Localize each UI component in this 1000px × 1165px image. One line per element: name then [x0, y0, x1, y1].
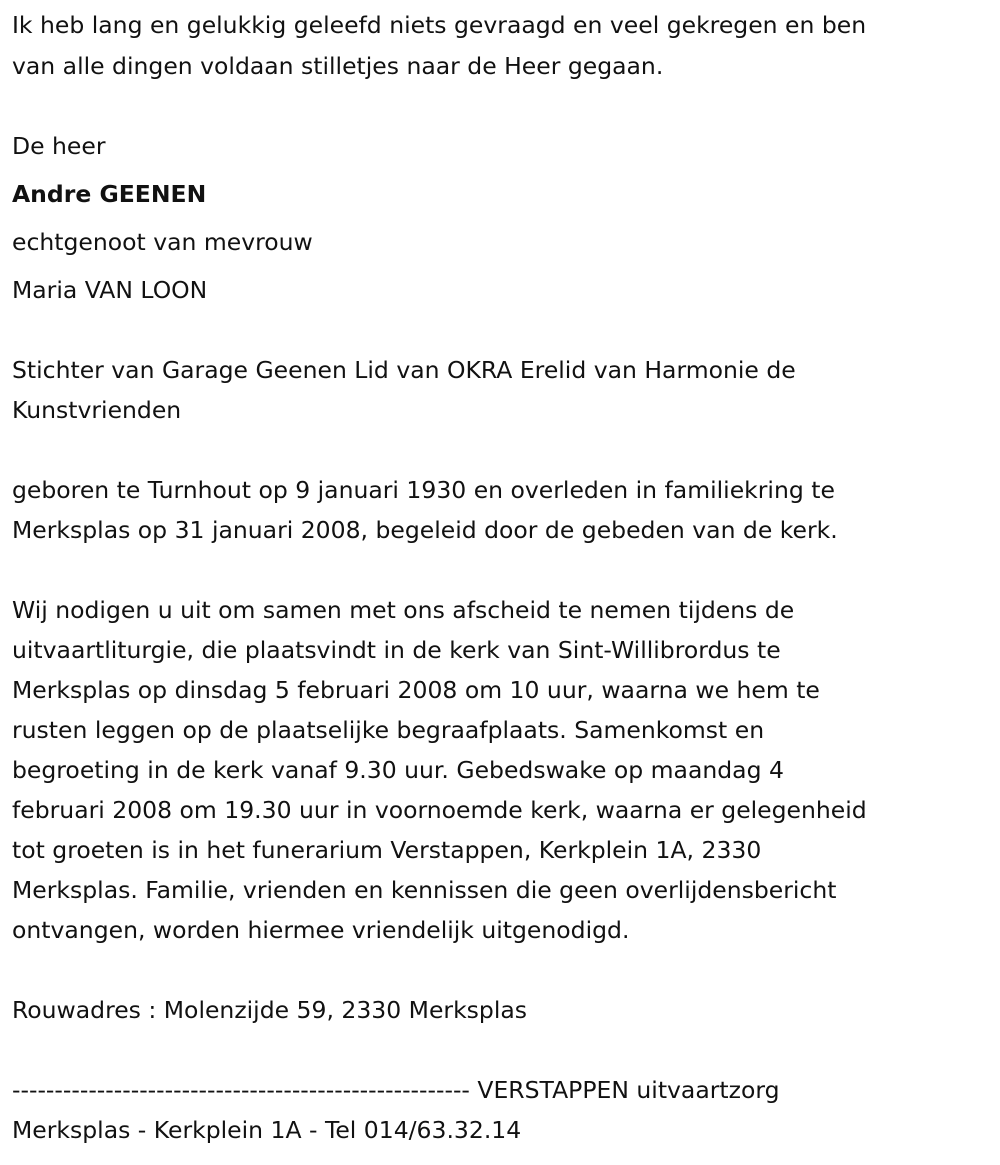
intro-line: Ik heb lang en gelukkig geleefd niets gevraagd en veel gekregen en ben	[12, 11, 867, 39]
birth-death-line: geboren te Turnhout op 9 januari 1930 en overleden in familiekring te	[12, 476, 835, 504]
invitation-line: ontvangen, worden hiermee vriendelijk uitgenodigd.	[12, 916, 630, 944]
deceased-name: Andre GEENEN	[12, 180, 207, 208]
birth-death-line: Merksplas op 31 januari 2008, begeleid door de gebeden van de kerk.	[12, 516, 838, 544]
funeral-director-line: ------------------------------------------------------ VERSTAPPEN uitvaartzorg	[12, 1076, 780, 1104]
invitation-line: tot groeten is in het funerarium Verstappen, Kerkplein 1A, 2330	[12, 836, 762, 864]
roles-line: Stichter van Garage Geenen Lid van OKRA Erelid van Harmonie de	[12, 356, 796, 384]
roles-line: Kunstvrienden	[12, 396, 182, 424]
funeral-director-contact: Merksplas - Kerkplein 1A - Tel 014/63.32.14	[12, 1116, 522, 1144]
invitation-line: Wij nodigen u uit om samen met ons afscheid te nemen tijdens de	[12, 596, 795, 624]
title-prefix: De heer	[12, 132, 106, 160]
invitation-line: rusten leggen op de plaatselijke begraafplaats. Samenkomst en	[12, 716, 765, 744]
invitation-line: uitvaartliturgie, die plaatsvindt in de kerk van Sint-Willibrordus te	[12, 636, 781, 664]
intro-line: van alle dingen voldaan stilletjes naar de Heer gegaan.	[12, 52, 664, 80]
invitation-line: Merksplas op dinsdag 5 februari 2008 om 10 uur, waarna we hem te	[12, 676, 820, 704]
spouse-name: Maria VAN LOON	[12, 276, 208, 304]
spouse-label: echtgenoot van mevrouw	[12, 228, 313, 256]
invitation-line: Merksplas. Familie, vrienden en kennissen die geen overlijdensbericht	[12, 876, 837, 904]
mourning-address: Rouwadres : Molenzijde 59, 2330 Merksplas	[12, 996, 528, 1024]
invitation-line: begroeting in de kerk vanaf 9.30 uur. Gebedswake op maandag 4	[12, 756, 784, 784]
invitation-line: februari 2008 om 19.30 uur in voornoemde kerk, waarna er gelegenheid	[12, 796, 867, 824]
